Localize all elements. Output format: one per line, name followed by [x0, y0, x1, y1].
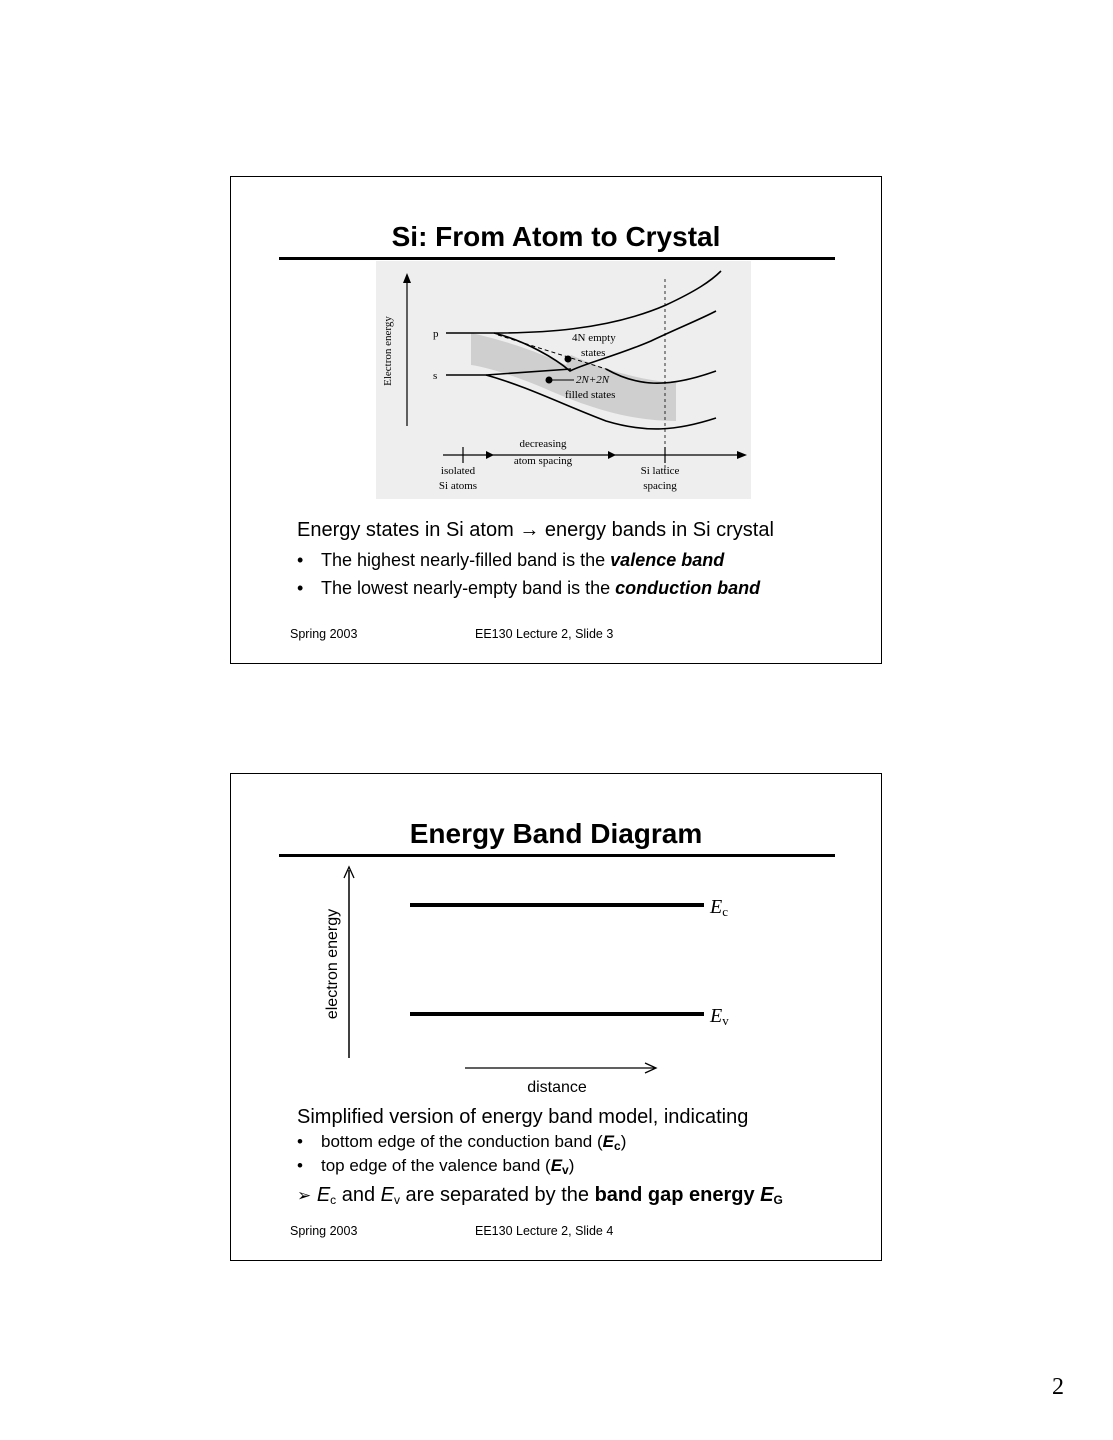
- ev-label: Ev: [710, 1005, 729, 1028]
- bullet-item: • The lowest nearly-empty band is the conduction band: [297, 578, 761, 598]
- y-axis-arrowhead: [403, 273, 411, 283]
- bullet-item: • top edge of the valence band $(E_v)$: [297, 1156, 575, 1177]
- p-level-label: p: [433, 328, 439, 340]
- s-level-label: s: [433, 370, 438, 382]
- x-label-mid-2: atom spacing: [513, 455, 573, 467]
- bullet-item: • The highest nearly-filled band is the valence band: [297, 550, 725, 570]
- conclusion-statement: ➢ $E_c$ and $E_v$ are separated by the band gap energy $E_G$: [297, 1184, 783, 1207]
- y-axis-label: electron energy: [324, 908, 341, 1020]
- empty-state-dot: [565, 356, 572, 363]
- title-underline: [279, 854, 835, 857]
- bullet-icon: •: [297, 1132, 303, 1151]
- lead-statement: Energy states in Si atom → energy bands in Si crystal: [297, 519, 774, 541]
- bullet-icon: •: [297, 1156, 303, 1175]
- lead-statement: Simplified version of energy band model, indicating: [297, 1106, 749, 1128]
- p-level-line: [446, 271, 721, 333]
- bullet-icon: •: [297, 578, 304, 598]
- x-axis-arrowhead: [737, 451, 747, 459]
- ec-label: Ec: [710, 896, 728, 919]
- band-formation-diagram: [376, 261, 751, 499]
- x-axis-mid-arrow-1: [486, 451, 494, 459]
- footer-date: Spring 2003: [290, 1224, 358, 1238]
- slide-title: Energy Band Diagram: [409, 818, 703, 849]
- empty-states-label-2: states: [581, 347, 606, 359]
- right-arrow-icon: →: [519, 519, 540, 541]
- band-formation-figure: [376, 261, 751, 499]
- footer-slide-id: EE130 Lecture 2, Slide 4: [475, 1224, 614, 1238]
- x-axis-mid-arrow-2: [608, 451, 616, 459]
- title-underline: [279, 257, 835, 260]
- x-label-left-1: isolated: [440, 465, 476, 477]
- x-label-right-1: Si lattice: [640, 465, 680, 477]
- empty-states-label-1: 4N empty: [572, 332, 616, 344]
- footer-date: Spring 2003: [290, 627, 358, 641]
- slide-3: [230, 176, 882, 664]
- page-number: 2: [1052, 1374, 1064, 1400]
- filled-states-label-1: 2N+2N: [576, 374, 610, 386]
- emphasis: conduction band: [615, 578, 761, 598]
- x-label-right-2: spacing: [643, 480, 677, 492]
- x-axis-label: distance: [527, 1079, 587, 1096]
- y-axis-label: Electron energy: [382, 316, 394, 386]
- emphasis: valence band: [610, 550, 725, 570]
- bullet-item: • bottom edge of the conduction band $(E_c)$: [297, 1132, 627, 1153]
- x-label-left-2: Si atoms: [438, 480, 478, 492]
- energy-band-diagram: [301, 862, 751, 1102]
- bullet-icon: •: [297, 550, 304, 570]
- slide-4: [230, 773, 882, 1261]
- x-label-mid-1: decreasing: [519, 438, 567, 450]
- slide-title: Si: From Atom to Crystal: [391, 221, 721, 252]
- filled-states-label-2: filled states: [565, 389, 616, 401]
- footer-slide-id: EE130 Lecture 2, Slide 3: [475, 627, 614, 641]
- filled-state-dot: [546, 377, 553, 384]
- arrow-bullet-icon: ➢: [297, 1186, 312, 1206]
